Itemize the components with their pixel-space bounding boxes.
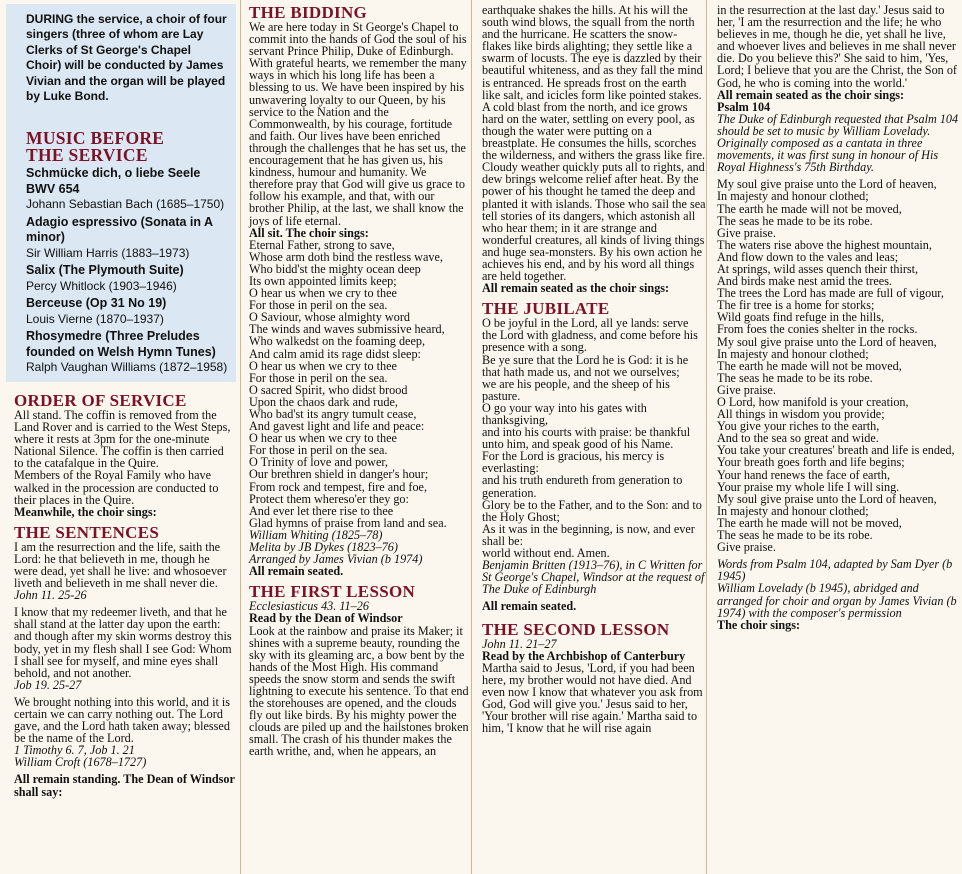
sentence-composer: William Croft (1678–1727) xyxy=(14,755,147,770)
hymn-line: Our brethren shield in danger's hour; xyxy=(249,467,429,482)
sentence-1: I am the resurrection and the life, saith the Lord: he that believeth in me, though he were dead, yet shall he live: and whosoever liveth and believeth in me shall never die. xyxy=(14,539,227,591)
jubilate-line: we are his people, and the sheep of his pasture. xyxy=(482,376,670,403)
psalm-line: In majesty and honour clothed; xyxy=(717,346,869,361)
psalm-line: And birds make nest amid the trees. xyxy=(717,274,892,289)
psalm-cue: The choir sings: xyxy=(717,617,801,632)
column-2 xyxy=(240,0,471,874)
second-lesson-text: Martha said to Jesus, 'Lord, if you had been here, my brother would not have died. And even now I know that whatever you ask from God, God will give you.' Jesus said to her, 'Your brother will rise again.' Martha said to him, 'I know that he will rise again xyxy=(482,660,703,736)
music-info-box xyxy=(6,4,236,382)
jubilate-credit: Benjamin Britten (1913–76), in C Written for St George's Chapel, Windsor at the request of The Duke of Edinburgh xyxy=(482,558,705,597)
jubilate-heading: THE JUBILATE xyxy=(482,299,610,319)
music-composer: Percy Whitlock (1903–1946) xyxy=(26,278,177,293)
psalm-line: You take your creatures' breath and life is ended, xyxy=(717,443,955,458)
second-lesson-cue: All remain seated as the choir sings: xyxy=(717,87,905,102)
hymn-credit-1: William Whiting (1825–78) xyxy=(249,527,383,542)
psalm-heading: Psalm 104 xyxy=(717,99,771,114)
psalm-line: My soul give praise unto the Lord of heaven, xyxy=(717,334,937,349)
psalm-line: My soul give praise unto the Lord of heaven, xyxy=(717,491,937,506)
psalm-credit-1: Words from Psalm 104, adapted by Sam Dyer (b 1945) xyxy=(717,557,953,584)
bidding-heading: THE BIDDING xyxy=(249,3,368,22)
hymn-line: O sacred Spirit, who didst brood xyxy=(249,382,408,397)
psalm-line: Give praise. xyxy=(717,540,776,555)
hymn-line: For those in peril on the sea. xyxy=(249,370,388,385)
psalm-line: The seas he made to be its robe. xyxy=(717,213,873,228)
column-3 xyxy=(471,0,706,874)
music-title: Salix (The Plymouth Suite) xyxy=(26,263,184,278)
hymn-line: Who bad'st its angry tumult cease, xyxy=(249,407,417,421)
hymn-line: For those in peril on the sea. xyxy=(249,298,388,313)
psalm-note-2: Originally composed as a cantata in three movements, it was first sung in honour of His Royal Highness's 75th Birthday. xyxy=(717,136,939,175)
psalm-line: Your praise my whole life I will sing. xyxy=(717,479,900,494)
jubilate-line: world without end. Amen. xyxy=(482,546,610,561)
hymn-line: For those in peril on the sea. xyxy=(249,443,388,458)
jubilate-line: Glory be to the Father, and to the Son: and to the Holy Ghost; xyxy=(482,497,702,524)
psalm-line: O Lord, how manifold is your creation, xyxy=(717,395,909,409)
psalm-line: Wild goats find refuge in the hills, xyxy=(717,310,885,325)
hymn-line: The winds and waves submissive heard, xyxy=(249,322,445,337)
first-lesson-text: Look at the rainbow and praise its Maker; it shines with a supreme beauty, rounding the sky with its gleaming arc, a bow bent by the hands of the Most High. His command speeds the snow storm and sends the swift lightning to execute his sentence. To that end the storehouses are opened, and the clouds fly out like birds. By his mighty power the clouds are piled up and the hailstones broken small. The crash of his thunder makes the earth writhe, and, when he appears, an xyxy=(249,623,469,759)
hymn-line: Protect them whereso'er they go: xyxy=(249,491,409,506)
jubilate-line: and his truth endureth from generation to generation. xyxy=(482,473,683,500)
psalm-line: Your breath goes forth and life begins; xyxy=(717,455,905,470)
psalm-line: The seas he made to be its robe. xyxy=(717,370,873,385)
music-composer: Ralph Vaughan Williams (1872–1958) xyxy=(26,360,228,375)
second-lesson-continued: in the resurrection at the last day.' Jesus said to her, 'I am the resurrection and the life; he who believes in me, though he die, yet shall he live, and whoever lives and believes in me shall never die. Do you believe this?' She said to him, 'Yes, Lord; I believe that you are the Christ, the Son of God, he who is coming into the world.' xyxy=(717,3,957,90)
psalm-line: At springs, wild asses quench their thirst, xyxy=(717,261,919,276)
psalm-line: The earth he made will not be moved, xyxy=(717,201,902,216)
order-section xyxy=(0,392,240,798)
sentence-3-ref: 1 Timothy 6. 7, Job 1. 21 xyxy=(14,743,135,758)
sentence-3: We brought nothing into this world, and it is certain we can carry nothing out. The Lord gave, and the Lord hath taken away; blessed be the name of the Lord. xyxy=(14,694,231,746)
jubilate-line: and into his courts with praise: be thankful unto him, and speak good of his Name. xyxy=(482,425,691,452)
hymn-line: O hear us when we cry to thee xyxy=(249,431,397,446)
psalm-line: The trees the Lord has made are full of vigour, xyxy=(717,286,944,301)
jubilate-line: For the Lord is gracious, his mercy is everlasting: xyxy=(482,449,665,476)
hymn-line: And calm amid its rage didst sleep: xyxy=(249,346,421,361)
psalm-line: Your hand renews the face of earth, xyxy=(717,467,891,482)
music-item xyxy=(26,329,228,376)
music-item xyxy=(26,166,228,213)
music-title: Adagio espressivo (Sonata in A minor) xyxy=(26,214,213,245)
psalm-line: You give your riches to the earth, xyxy=(717,419,880,434)
sentence-2-ref: Job 19. 25-27 xyxy=(14,677,82,692)
hymn xyxy=(249,239,471,529)
music-title: Berceuse (Op 31 No 19) xyxy=(26,296,167,311)
hymn-line: Whose arm doth bind the restless wave, xyxy=(249,249,443,264)
music-title: Rhosymedre (Three Preludes founded on Welsh Hymn Tunes) xyxy=(26,329,216,359)
sentence-2: I know that my redeemer liveth, and that he shall stand at the latter day upon the earth: and though after my skin worms destroy this body, yet in my flesh shall I see God: Whom I shall see for myself, and mine eyes shall behold, and not another. xyxy=(14,605,232,680)
music-title: Schmücke dich, o liebe Seele BWV 654 xyxy=(26,166,201,196)
hymn-line: Its own appointed limits keep; xyxy=(249,273,397,288)
hymn-line: Who bidd'st the mighty ocean deep xyxy=(249,261,421,276)
order-heading: ORDER OF SERVICE xyxy=(14,390,187,410)
psalm-line: And flow down to the vales and leas; xyxy=(717,249,899,264)
jubilate-cue: All remain seated. xyxy=(482,599,577,614)
second-lesson-reader: Read by the Archbishop of Canterbury xyxy=(482,648,686,663)
hymn-line: Eternal Father, strong to save, xyxy=(249,237,395,252)
hymn-cue: All remain seated. xyxy=(249,564,344,579)
bidding-text: We are here today in St George's Chapel to commit into the hands of God the soul of his servant Prince Philip, Duke of Edinburgh. With grateful hearts, we remember the many ways in which his long life has been a blessing to us. We have been inspired by his unwavering loyalty to our Queen, by his service to the Nation and the Commonwealth, by his courage, fortitude and faith. Our lives have been enriched through the challenges that he has set us, the encouragement that he has given us, his kindness, humour and humanity. We therefore pray that God will give us grace to follow his example, and that, with our brother Philip, at the last, we shall know the joys of life eternal. xyxy=(249,20,467,228)
second-lesson-ref: John 11. 21–27 xyxy=(482,636,557,651)
jubilate-line: O go your way into his gates with thanksgiving, xyxy=(482,400,647,427)
hymn-line: O hear us when we cry to thee xyxy=(249,286,397,301)
psalm-line: All things in wisdom you provide; xyxy=(717,407,885,422)
first-lesson-reader: Read by the Dean of Windsor xyxy=(249,611,403,626)
hymn-credit-3: Arranged by James Vivian (b 1974) xyxy=(249,552,423,567)
music-before-heading xyxy=(26,130,228,164)
psalm-line: The earth he made will not be moved, xyxy=(717,515,902,530)
psalm-line: The fir tree is a home for storks; xyxy=(717,298,875,313)
hymn-line: O Saviour, whose almighty word xyxy=(249,310,410,325)
music-composer: Louis Vierne (1870–1937) xyxy=(26,311,164,326)
music-before-heading-line1: MUSIC BEFORE xyxy=(26,128,165,149)
sentences-closing: All remain standing. The Dean of Windsor shall say: xyxy=(14,772,235,799)
psalm-line: My soul give praise unto the Lord of heaven, xyxy=(717,177,937,192)
hymn-line: Upon the chaos dark and rude, xyxy=(249,394,398,409)
hymn-line: From rock and tempest, fire and foe, xyxy=(249,479,428,494)
hymn-line: O hear us when we cry to thee xyxy=(249,358,397,373)
sentences-heading: THE SENTENCES xyxy=(14,522,160,542)
music-composer: Sir William Harris (1883–1973) xyxy=(26,245,190,260)
psalm-line: And to the sea so great and wide. xyxy=(717,431,879,446)
music-composer: Johann Sebastian Bach (1685–1750) xyxy=(26,197,225,212)
order-text-3: Meanwhile, the choir sings: xyxy=(14,504,157,519)
psalm-line: The seas he made to be its robe. xyxy=(717,528,873,543)
hymn-line: O Trinity of love and power, xyxy=(249,455,388,470)
jubilate-text xyxy=(482,317,706,559)
hymn-line: And gavest light and life and peace: xyxy=(249,419,425,434)
music-item xyxy=(26,263,228,294)
psalm-note-1: The Duke of Edinburgh requested that Psalm 104 should be set to music by William Lovelady. xyxy=(717,111,959,138)
music-item xyxy=(26,215,228,262)
jubilate-line: Be ye sure that the Lord he is God: it is he that hath made us, and not we ourselves; xyxy=(482,352,689,379)
second-lesson-heading: THE SECOND LESSON xyxy=(482,619,670,639)
psalm-line: In majesty and honour clothed; xyxy=(717,503,869,518)
music-before-heading-line2: THE SERVICE xyxy=(26,145,148,166)
music-item xyxy=(26,296,228,327)
first-lesson-ref: Ecclesiasticus 43. 11–26 xyxy=(249,599,369,614)
intro-text: DURING the service, a choir of four singers (three of whom are Lay Clerks of St George's Chapel Choir) will be conducted by James Vivian and the organ will be played by Luke Bond. xyxy=(26,12,227,104)
psalm-line: In majesty and honour clothed; xyxy=(717,189,869,204)
psalm-line: The earth he made will not be moved, xyxy=(717,358,902,373)
psalm-line: From foes the conies shelter in the rocks. xyxy=(717,322,918,337)
hymn-credit-2: Melita by JB Dykes (1823–76) xyxy=(249,540,398,555)
hymn-line: And ever let there rise to thee xyxy=(249,503,394,518)
music-list xyxy=(26,166,228,376)
order-text-1: All stand. The coffin is removed from the Land Rover and is carried to the West Steps, where it rests at 3pm for the one-minute National Silence. The coffin is then carried to the catafalque in the Quire. xyxy=(14,407,231,471)
psalm-line: Give praise. xyxy=(717,382,776,397)
order-text-2: Members of the Royal Family who have walked in the procession are conducted to their places in the Quire. xyxy=(14,468,219,507)
hymn-line: Glad hymns of praise from land and sea. xyxy=(249,515,447,530)
first-lesson-continued: earthquake shakes the hills. At his will the south wind blows, the squall from the north and the hurricane. He scatters the snow-flakes like birds alighting; they settle like a swarm of locusts. The eye is dazzled by their beautiful whiteness, and as they fall the mind is entranced. He spreads frost on the earth like salt, and icicles form like pointed stakes. A cold blast from the north, and ice grows hard on the water, settling on every pool, as though the water were putting on a breastplate. He consumes the hills, scorches the wilderness, and withers the grass like fire. Cloudy weather quickly puts all to rights, and dew brings welcome relief after heat. By the power of his thought he tamed the deep and planted it with islands. Those who sail the sea tell stories of its dangers, which astonish all who hear them; in it are strange and wonderful creatures, all kinds of living things and huge sea-monsters. By his own action he achieves his end, and by his word all things are held together. xyxy=(482,3,706,284)
psalm-credit-2: William Lovelady (b 1945), abridged and arranged for choir and organ by James Vivian (b 1974) with the composer's permission xyxy=(717,581,957,620)
first-lesson-heading: THE FIRST LESSON xyxy=(249,582,416,602)
hymn-line: Who walkedst on the foaming deep, xyxy=(249,334,425,349)
jubilate-line: O be joyful in the Lord, all ye lands: serve the Lord with gladness, and come before his presence with a song. xyxy=(482,316,698,355)
psalm-text xyxy=(717,178,962,553)
first-lesson-cue: All remain seated as the choir sings: xyxy=(482,281,670,296)
column-1 xyxy=(0,0,240,874)
jubilate-line: As it was in the beginning, is now, and ever shall be: xyxy=(482,521,695,548)
sentence-1-ref: John 11. 25-26 xyxy=(14,588,87,603)
psalm-line: The waters rise above the highest mountain, xyxy=(717,237,932,252)
bidding-cue: All sit. The choir sings: xyxy=(249,225,369,240)
psalm-line: Give praise. xyxy=(717,225,776,240)
column-4 xyxy=(706,0,962,874)
